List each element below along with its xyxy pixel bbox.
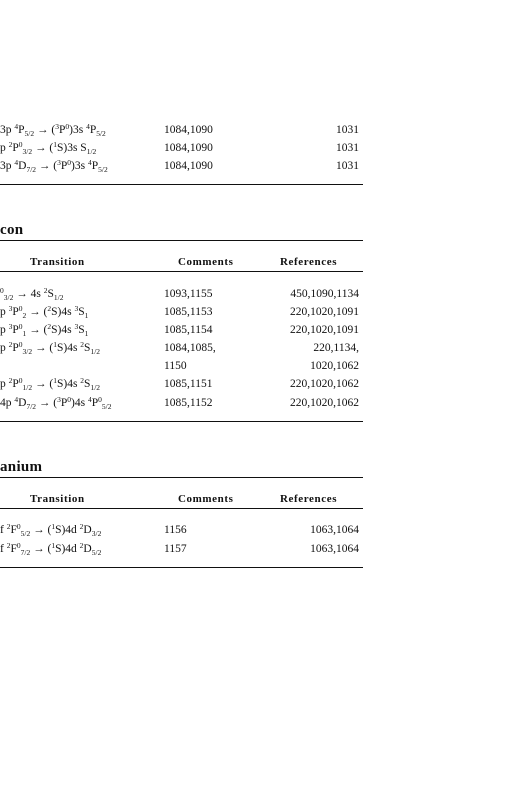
references-cell: 220,1020,1062 [290, 397, 359, 409]
table-header [0, 493, 363, 509]
transition-cell: 3p $^4D_{7/2} \to (^3P^0)3s$ $^4P_{5/2}$ [0, 158, 108, 174]
references-cell: 220,1020,1091 [290, 306, 359, 318]
references-cell: 1031 [336, 124, 359, 136]
references-cell: 220,1134, [313, 342, 359, 354]
table-row [0, 357, 363, 375]
references-cell: 450,1090,1134 [290, 288, 359, 300]
table-header [0, 256, 363, 272]
table-row [0, 303, 363, 321]
transition-cell: p $^2P^0_{3/2} \to (^1S)4s$ $^2S_{1/2}$ [0, 340, 101, 356]
comments-cell: 1085,1152 [164, 397, 213, 409]
header-comments: Comments [178, 493, 234, 505]
table-row [0, 321, 363, 339]
header-references: References [280, 256, 338, 268]
header-transition: Transition [30, 493, 85, 505]
header-transition: Transition [30, 256, 85, 268]
table-row [0, 285, 363, 303]
transition-cell: p $^3P^0_2 \to (^2S)4s$ $^3S_1$ [0, 304, 89, 320]
transition-cell: $^0_{3/2}$ → 4s $^2S_{1/2}$ [0, 286, 64, 302]
transition-cell: p $^2P^0_{3/2} \to (^1S)3s$ $S_{1/2}$ [0, 140, 97, 156]
section-title-silicon: con [0, 222, 24, 238]
table-row [0, 121, 363, 139]
references-cell: 1031 [336, 142, 359, 154]
table-row [0, 521, 363, 539]
table-top-rule [0, 477, 363, 478]
comments-cell: 1085,1151 [164, 378, 213, 390]
comments-cell: 1085,1153 [164, 306, 213, 318]
section-title-germanium: anium [0, 459, 43, 475]
comments-cell: 1084,1090 [164, 142, 213, 154]
transition-cell: 3p $^4P_{5/2} \to (^3P^0)3s$ $^4P_{5/2}$ [0, 122, 106, 138]
header-comments: Comments [178, 256, 234, 268]
comments-cell: 1084,1090 [164, 124, 213, 136]
header-references: References [280, 493, 338, 505]
table-row [0, 394, 363, 412]
table-row [0, 139, 363, 157]
table-row [0, 339, 363, 357]
table-bottom-rule [0, 567, 363, 568]
table-row [0, 375, 363, 393]
header-rule [0, 271, 363, 272]
references-cell: 1020,1062 [310, 360, 359, 372]
transition-cell: f $^2F^0_{7/2} \to (^1S)4d$ $^2D_{5/2}$ [0, 541, 102, 557]
transition-cell: p $^2P^0_{1/2} \to (^1S)4s$ $^2S_{1/2}$ [0, 376, 101, 392]
transition-cell: 4p $^4D_{7/2} \to (^3P^0)4s$ $^4P^0_{5/2}$ [0, 395, 112, 411]
transition-cell: f $^2F^0_{5/2} \to (^1S)4d$ $^2D_{3/2}$ [0, 522, 102, 538]
header-rule [0, 508, 363, 509]
table-row [0, 540, 363, 558]
references-cell: 1031 [336, 160, 359, 172]
transition-cell: p $^3P^0_1 \to (^2S)4s$ $^3S_1$ [0, 322, 89, 338]
comments-cell: 1093,1155 [164, 288, 213, 300]
comments-cell: 1157 [164, 543, 187, 555]
comments-cell: 1084,1090 [164, 160, 213, 172]
comments-cell: 1156 [164, 524, 187, 536]
comments-cell: 1150 [164, 360, 187, 372]
table-bottom-rule [0, 421, 363, 422]
table-row [0, 157, 363, 175]
references-cell: 220,1020,1062 [290, 378, 359, 390]
references-cell: 1063,1064 [310, 524, 359, 536]
table-bottom-rule [0, 184, 363, 185]
references-cell: 1063,1064 [310, 543, 359, 555]
references-cell: 220,1020,1091 [290, 324, 359, 336]
table-top-rule [0, 240, 363, 241]
comments-cell: 1084,1085, [164, 342, 216, 354]
comments-cell: 1085,1154 [164, 324, 213, 336]
